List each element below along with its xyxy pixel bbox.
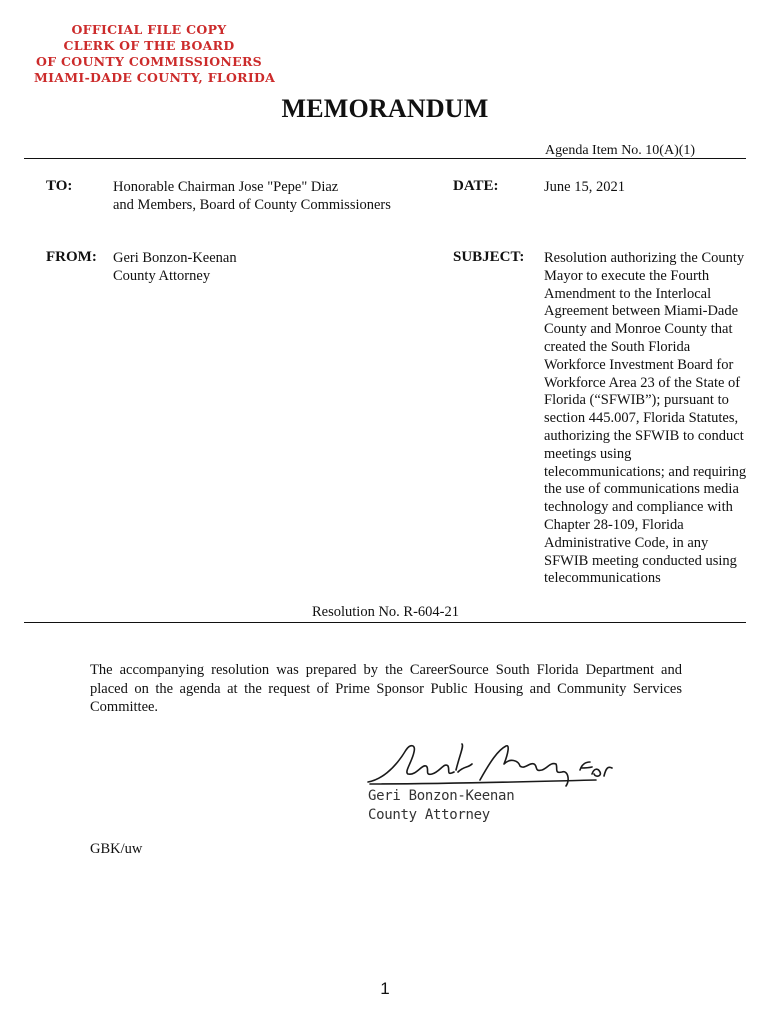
date-label: DATE: bbox=[453, 178, 499, 194]
stamp-line-1: OFFICIAL FILE COPY bbox=[71, 22, 227, 37]
page-number: 1 bbox=[380, 979, 390, 998]
agenda-item-number: Agenda Item No. 10(A)(1) bbox=[545, 143, 696, 158]
to-line-1: Honorable Chairman Jose "Pepe" Diaz bbox=[113, 179, 339, 195]
date-value: June 15, 2021 bbox=[544, 179, 625, 195]
stamp-line-4: MIAMI-DADE COUNTY, FLORIDA bbox=[34, 70, 276, 85]
to-label: TO: bbox=[46, 178, 73, 194]
subject-rule bbox=[24, 622, 746, 623]
official-file-copy-stamp bbox=[34, 22, 276, 86]
to-line-2: and Members, Board of County Commissioners bbox=[113, 197, 391, 213]
signatory-name: Geri Bonzon-Keenan bbox=[368, 788, 515, 804]
memo-body-paragraph: The accompanying resolution was prepared by the CareerSource South Florida Department and placed on the agenda at the request of Prime Sponsor Public Housing and Community Services Committee. bbox=[90, 662, 682, 715]
subject-label: SUBJECT: bbox=[453, 249, 525, 265]
from-line-2: County Attorney bbox=[113, 268, 211, 284]
header-rule bbox=[24, 158, 746, 159]
signatory-title: County Attorney bbox=[368, 807, 490, 823]
subject-text: Resolution authorizing the County Mayor to execute the Fourth Amendment to the Interlocal Agreement between Miami-Dade County and Monroe County that created the South Florida Workforce Investment Board for Workforce Area 23 of the State of Florida (“SFWIB”); pursuant to section 445.007, Florida Statutes, authorizing the SFWIB to conduct meetings using telecommunications; and requiring the use of communications media technology and compliance with Chapter 28-109, Florida Administrative Code, in any SFWIB meeting conducted using telecommunications bbox=[544, 250, 747, 587]
memo-title: MEMORANDUM bbox=[281, 94, 489, 123]
resolution-number: Resolution No. R-604-21 bbox=[312, 604, 460, 620]
from-line-1: Geri Bonzon-Keenan bbox=[113, 250, 237, 266]
stamp-line-2: CLERK OF THE BOARD bbox=[63, 38, 235, 53]
from-label: FROM: bbox=[46, 249, 97, 265]
stamp-line-3: OF COUNTY COMMISSIONERS bbox=[36, 54, 262, 69]
typist-initials: GBK/uw bbox=[90, 841, 143, 857]
